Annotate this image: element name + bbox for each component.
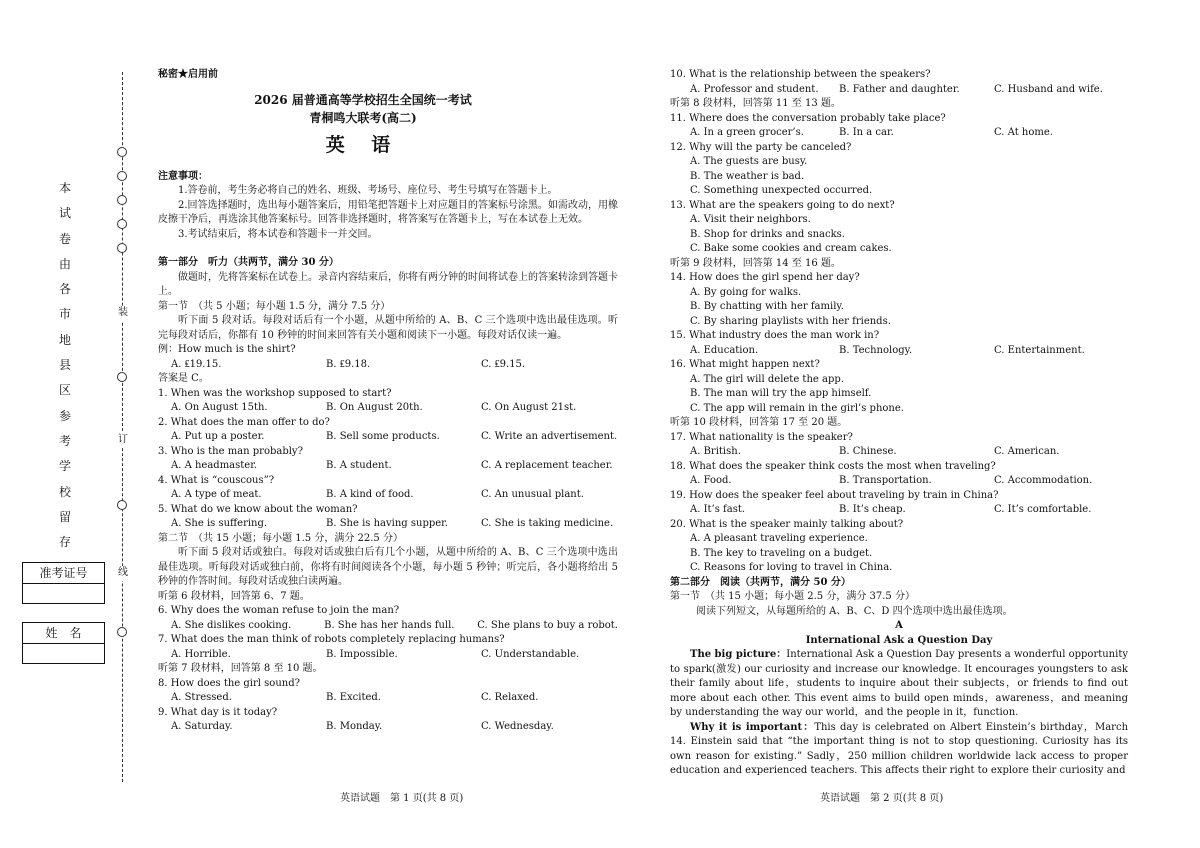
question-9-options	[158, 720, 618, 735]
option: C. The app will remain in the girl’s phone.	[690, 402, 904, 414]
retention-char: 留	[58, 509, 71, 524]
passage-letter: A	[895, 620, 903, 631]
notice-item: 1.答卷前，考生务必将自己的姓名、班级、考场号、座位号、考生号填写在答题卡上。	[178, 185, 558, 196]
option: B. She is having supper.	[326, 518, 449, 529]
option: C. Accommodation.	[994, 475, 1093, 486]
paragraph-lead: Why it is important：	[690, 721, 815, 733]
option: B. Impossible.	[326, 648, 398, 660]
option: B. A student.	[326, 460, 392, 471]
question-2-options	[158, 430, 618, 445]
page-1-footer: 英语试题 第 1 页(共 8 页)	[340, 793, 464, 804]
question-17: 17. What nationality is the speaker?	[670, 431, 853, 443]
option: B. The man will try the app himself.	[690, 388, 872, 399]
question-11-options	[670, 126, 1128, 141]
retention-char: 考	[58, 433, 71, 448]
option: C. Bake some cookies and cream cakes.	[690, 243, 892, 254]
question-1: 1. When was the workshop supposed to start?	[158, 387, 392, 399]
page-2	[670, 68, 1128, 779]
question-18: 18. What does the speaker think costs the most when traveling?	[670, 460, 996, 472]
exam-title: 2026 届普通高等学校招生全国统一考试	[254, 92, 472, 107]
option: B. Technology.	[839, 344, 913, 356]
question-8: 8. How does the girl sound?	[158, 677, 300, 689]
notice-item: 3.考试结束后，将本试卷和答题卡一并交回。	[178, 228, 378, 240]
option: A. British.	[690, 446, 741, 457]
option: C. At home.	[994, 127, 1053, 138]
binding-hole	[117, 627, 127, 637]
question-4: 4. What is “couscous”?	[158, 474, 275, 486]
option: A. A headmaster.	[171, 460, 258, 471]
retention-notice	[58, 176, 72, 555]
option: B. In a car.	[839, 127, 894, 138]
question-4-options	[158, 488, 618, 503]
exam-id-box	[22, 562, 105, 604]
question-6-options	[158, 619, 618, 634]
retention-char: 参	[58, 408, 71, 423]
option: B. It’s cheap.	[839, 504, 906, 515]
binding-mark-ding: 订	[116, 433, 130, 448]
part2-heading: 第二部分 阅读（共两节，满分 50 分）	[670, 576, 851, 588]
material-8: 听第 8 段材料，回答第 11 至 13 题。	[670, 98, 841, 109]
option: A. Stressed.	[171, 692, 232, 703]
question-3: 3. Who is the man probably?	[158, 445, 303, 457]
binding-hole	[117, 372, 127, 382]
question-15-options	[670, 344, 1128, 359]
retention-char: 县	[58, 358, 71, 373]
question-7: 7. What does the man think of robots completely replacing humans?	[158, 634, 505, 645]
option: C. On August 21st.	[481, 402, 577, 413]
option: B. ₤9.18.	[326, 358, 371, 370]
page-2-footer: 英语试题 第 2 页(共 8 页)	[820, 793, 944, 804]
option: C. Relaxed.	[481, 692, 539, 703]
name-box	[22, 622, 105, 664]
option: C. She is taking medicine.	[481, 518, 614, 529]
option: B. Shop for drinks and snacks.	[690, 228, 845, 240]
question-12: 12. Why will the party be canceled?	[670, 141, 852, 153]
option: B. Excited.	[326, 692, 381, 703]
paragraph-lead: The big picture：	[690, 649, 787, 660]
retention-char: 学	[58, 459, 71, 474]
binding-hole	[117, 219, 127, 229]
option: A. Food.	[690, 475, 732, 486]
passage-title: International Ask a Question Day	[805, 634, 993, 646]
option: B. Transportation.	[839, 475, 932, 486]
question-10-options	[670, 83, 1128, 98]
binding-hole	[117, 500, 127, 510]
binding-hole	[117, 171, 127, 181]
material-10: 听第 10 段材料，回答第 17 至 20 题。	[670, 417, 848, 428]
question-19: 19. How does the speaker feel about traveling by train in China?	[670, 489, 999, 501]
option: B. A kind of food.	[326, 489, 414, 500]
question-1-options	[158, 401, 618, 416]
notice-heading: 注意事项：	[158, 170, 208, 182]
question-5-options	[158, 517, 618, 532]
option: B. Sell some products.	[326, 431, 440, 442]
option: A. Professor and student.	[690, 83, 819, 95]
option: B. She has her hands full.	[324, 619, 455, 631]
binding-hole	[117, 147, 127, 157]
option: A. On August 15th.	[171, 402, 268, 413]
binding-hole	[117, 195, 127, 205]
exam-id-label: 准考证号	[23, 563, 104, 584]
option: A. It’s fast.	[690, 504, 746, 515]
option: B. Chinese.	[839, 446, 897, 457]
page-1	[158, 68, 618, 735]
option: C. Entertainment.	[994, 344, 1085, 356]
option: A. Visit their neighbors.	[690, 214, 811, 225]
question-6: 6. Why does the woman refuse to join the man?	[158, 605, 400, 616]
question-8-options	[158, 691, 618, 706]
option: A. A type of meat.	[171, 489, 262, 500]
option: A. Horrible.	[171, 648, 231, 660]
option: B. The key to traveling on a budget.	[690, 547, 873, 559]
retention-char: 试	[58, 206, 71, 221]
retention-char: 本	[58, 181, 71, 195]
example-answer: 答案是 C。	[158, 373, 209, 384]
option: A. Education.	[690, 344, 759, 356]
option: B. Father and daughter.	[839, 83, 960, 95]
subject-title: 英 语	[325, 133, 401, 156]
exam-id-field[interactable]	[23, 584, 104, 603]
question-7-options	[158, 648, 618, 663]
retention-char: 存	[58, 535, 71, 550]
example-options	[158, 358, 618, 373]
retention-char: 区	[58, 383, 71, 398]
option: B. By chatting with her family.	[690, 301, 844, 312]
passage-paragraph-2	[670, 721, 1128, 779]
option: B. On August 20th.	[326, 402, 423, 413]
option: A. The guests are busy.	[690, 156, 808, 167]
retention-char: 市	[58, 307, 71, 322]
notice-item: 2.回答选择题时，选出每小题答案后，用铅笔把答题卡上对应题目的答案标号涂黑。如需改动，用橡皮擦干净后，再选涂其他答案标号。回答非选择题时，将答案写在答题卡上，写在本试卷上无效。	[158, 199, 618, 225]
example-question: 例：How much is the shirt?	[158, 344, 296, 355]
secret-label: 秘密★启用前	[158, 69, 218, 80]
option: C. By sharing playlists with her friends.	[690, 315, 891, 327]
question-18-options	[670, 474, 1128, 489]
part1-heading: 第一部分 听力（共两节，满分 30 分）	[158, 257, 339, 268]
question-2: 2. What does the man offer to do?	[158, 416, 330, 428]
question-9: 9. What day is it today?	[158, 706, 278, 718]
option: A. She is suffering.	[171, 518, 268, 529]
retention-char: 由	[58, 256, 71, 271]
material-7: 听第 7 段材料，回答第 8 至 10 题。	[158, 663, 323, 674]
binding-margin	[0, 0, 135, 848]
question-10: 10. What is the relationship between the speakers?	[670, 69, 931, 80]
question-14: 14. How does the girl spend her day?	[670, 272, 860, 283]
option: A. ₤19.15.	[171, 358, 222, 370]
option: A. The girl will delete the app.	[690, 373, 844, 385]
binding-mark-zhuang: 装	[116, 306, 130, 321]
option: A. By going for walks.	[690, 286, 802, 298]
question-16: 16. What might happen next?	[670, 359, 820, 370]
option: A. Put up a poster.	[171, 431, 265, 442]
question-11: 11. Where does the conversation probably take place?	[670, 112, 946, 124]
part1-intro: 做题时，先将答案标在试卷上。录音内容结束后，你将有两分钟的时间将试卷上的答案转涂到答题卡上。	[158, 271, 618, 297]
question-3-options	[158, 459, 618, 474]
material-6: 听第 6 段材料，回答第 6、7 题。	[158, 590, 310, 602]
retention-char: 卷	[58, 231, 71, 246]
option: C. Wednesday.	[481, 721, 554, 732]
question-13: 13. What are the speakers going to do next?	[670, 199, 895, 211]
question-20: 20. What is the speaker mainly talking about?	[670, 518, 904, 530]
paragraph-text: International Ask a Question Day presents a wonderful opportunity to spark(激发) our curiosity and increase our knowledge. It encourages youngsters to ask their family about life，students to inquire about their subjects，or friends to find out more about each other. This event aims to build open minds，awareness，and meaning by understanding the way our world，and the people in it，function.	[670, 649, 1128, 718]
option: C. Understandable.	[481, 648, 580, 660]
option: C. Something unexpected occurred.	[690, 185, 873, 196]
question-5: 5. What do we know about the woman?	[158, 503, 358, 515]
option: A. Saturday.	[171, 721, 233, 732]
option: A. In a green grocer’s.	[690, 127, 804, 138]
option: C. She plans to buy a robot.	[477, 619, 618, 631]
section1-intro: 听下面 5 段对话。每段对话后有一个小题，从题中所给的 A、B、C 三个选项中选出最佳选项。听完每段对话后，你都有 10 秒钟的时间来回答有关小题和阅读下一小题。每段对话仅读一遍。	[158, 315, 618, 341]
option: B. The weather is bad.	[690, 170, 805, 182]
name-label: 姓 名	[23, 623, 104, 644]
option: C. American.	[994, 446, 1060, 457]
paragraph-text: This day is celebrated on Albert Einstein’s birthday，March 14. Einstein said that “the important thing is not to stop questioning. Curiosity has its own reason for existing.” Sadly，250 million children worldwide lack access to proper education and experienced teachers. This affects their right to explore their curiosity and	[670, 721, 1129, 776]
binding-hole	[117, 243, 127, 253]
section2-heading: 第二节 （共 15 小题；每小题 1.5 分，满分 22.5 分）	[158, 532, 403, 544]
option: C. Write an advertisement.	[481, 431, 618, 442]
exam-subtitle: 青桐鸣大联考(高二)	[309, 111, 417, 125]
option: C. ₤9.15.	[481, 358, 526, 370]
question-19-options	[670, 503, 1128, 518]
option: A. A pleasant traveling experience.	[690, 533, 868, 544]
option: C. It’s comfortable.	[994, 504, 1092, 515]
binding-mark-xian: 线	[116, 566, 130, 581]
section2-intro: 听下面 5 段对话或独白。每段对话或独白后有几个小题，从题中所给的 A、B、C 三个选项中选出最佳选项。听每段对话或独白前，你将有时间阅读各个小题，每小题 5 秒钟；听完后，各小题将给出 5 秒钟的作答时间。每段对话或独白读两遍。	[158, 547, 618, 587]
question-15: 15. What industry does the man work in?	[670, 330, 880, 341]
name-field[interactable]	[23, 644, 104, 663]
retention-char: 校	[58, 484, 71, 499]
retention-char: 地	[58, 332, 71, 347]
retention-char: 各	[58, 282, 71, 297]
material-9: 听第 9 段材料，回答第 14 至 16 题。	[670, 257, 841, 269]
passage-paragraph-1	[670, 648, 1128, 721]
reading-section1-intro: 阅读下列短文，从每题所给的 A、B、C、D 四个选项中选出最佳选项。	[696, 605, 1013, 617]
option: A. She dislikes cooking.	[171, 619, 292, 631]
option: B. Monday.	[326, 721, 383, 732]
reading-section1-heading: 第一节 （共 15 小题；每小题 2.5 分，满分 37.5 分）	[670, 591, 915, 602]
option: C. Husband and wife.	[994, 83, 1103, 95]
option: C. A replacement teacher.	[481, 460, 613, 471]
section1-heading: 第一节 （共 5 小题；每小题 1.5 分，满分 7.5 分）	[158, 300, 391, 312]
option: C. An unusual plant.	[481, 489, 584, 500]
option: C. Reasons for loving to travel in China.	[690, 562, 893, 573]
question-17-options	[670, 445, 1128, 460]
